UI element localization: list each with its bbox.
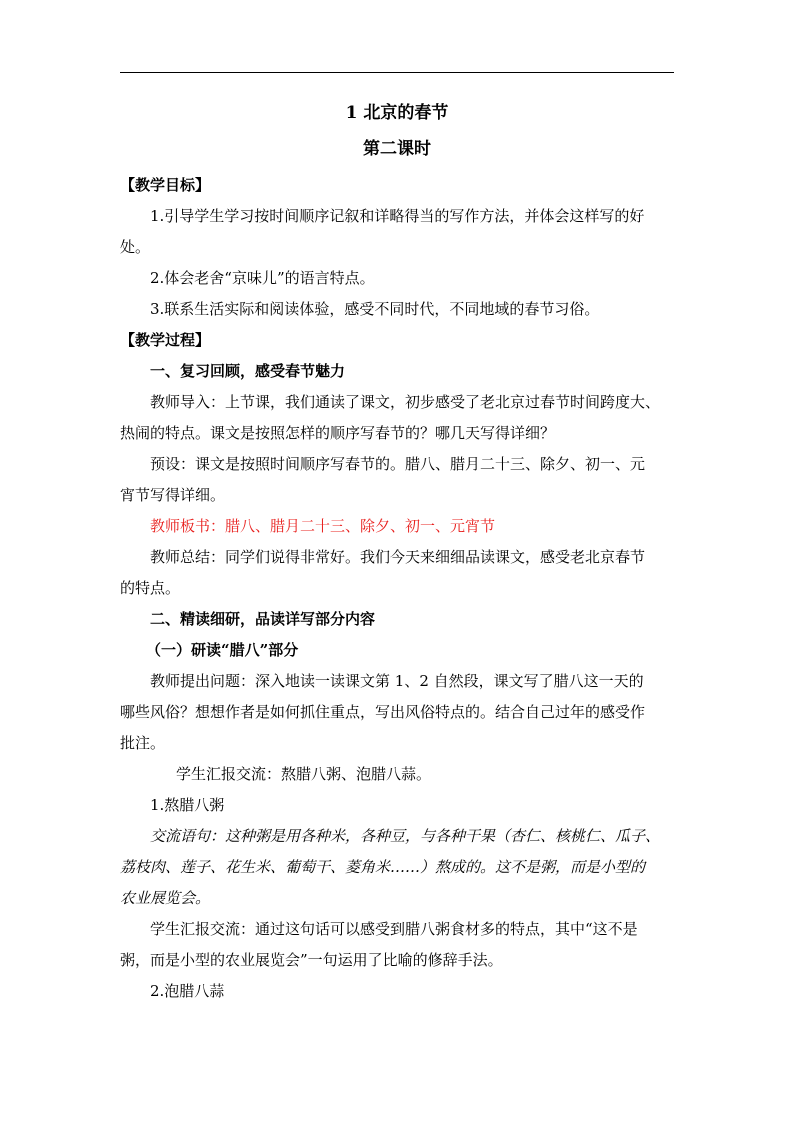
question-line-1: 教师提出问题：深入地读一读课文第 1、2 自然段，课文写了腊八这一天的 [150,672,644,690]
summary-line-1: 教师总结：同学们说得非常好。我们今天来细细品读课文，感受老北京春节 [150,548,646,566]
item-laba-porridge: 1.熬腊八粥 [150,796,225,814]
quote-line-3: 农业展览会。 [120,889,211,907]
page-title: 1 北京的春节 [345,103,449,123]
report2-line-1: 学生汇报交流：通过这句话可以感受到腊八粥食材多的特点，其中“这不是 [150,920,638,938]
header-rule [120,72,674,73]
heading-close-reading: 二、精读细研，品读详写部分内容 [150,610,376,628]
goal-3: 3.联系生活实际和阅读体验，感受不同时代，不同地域的春节习俗。 [150,300,600,318]
goal-1-line-1: 1.引导学生学习按时间顺序记叙和详略得当的写作方法，并体会这样写的好 [150,207,645,225]
report2-line-2: 粥，而是小型的农业展览会”一句运用了比喻的修辞手法。 [120,951,503,969]
teacher-board-note: 教师板书：腊八、腊月二十三、除夕、初一、元宵节 [150,517,496,535]
goal-1-line-2: 处。 [120,238,151,256]
section-process-heading: 【教学过程】 [120,331,211,349]
summary-line-2: 的特点。 [120,579,181,597]
student-report: 学生汇报交流：熬腊八粥、泡腊八蒜。 [176,765,432,783]
subheading-laba: （一）研读“腊八”部分 [146,641,299,659]
preset-line-1: 预设：课文是按照时间顺序写春节的。腊八、腊月二十三、除夕、初一、元 [150,455,646,473]
goal-2: 2.体会老舍“京味儿”的语言特点。 [150,269,375,287]
intro-line-2: 热闹的特点。课文是按照怎样的顺序写春节的？哪几天写得详细？ [120,424,556,442]
intro-line-1: 教师导入：上节课，我们通读了课文，初步感受了老北京过春节时间跨度大、 [150,393,661,411]
quote-line-2: 荔枝肉、莲子、花生米、葡萄干、菱角米……）熬成的。这不是粥，而是小型的 [120,858,646,876]
question-line-2: 哪些风俗？想想作者是如何抓住重点，写出风俗特点的。结合自己过年的感受作 [120,703,646,721]
quote-line-1: 交流语句：这种粥是用各种米，各种豆，与各种干果（杏仁、核桃仁、瓜子、 [150,827,661,845]
preset-line-2: 宵节写得详细。 [120,486,226,504]
section-goals-heading: 【教学目标】 [120,176,211,194]
page-subtitle: 第二课时 [363,139,431,159]
question-line-3: 批注。 [120,734,166,752]
item-laba-garlic: 2.泡腊八蒜 [150,982,225,1000]
heading-review: 一、复习回顾，感受春节魅力 [150,362,346,380]
